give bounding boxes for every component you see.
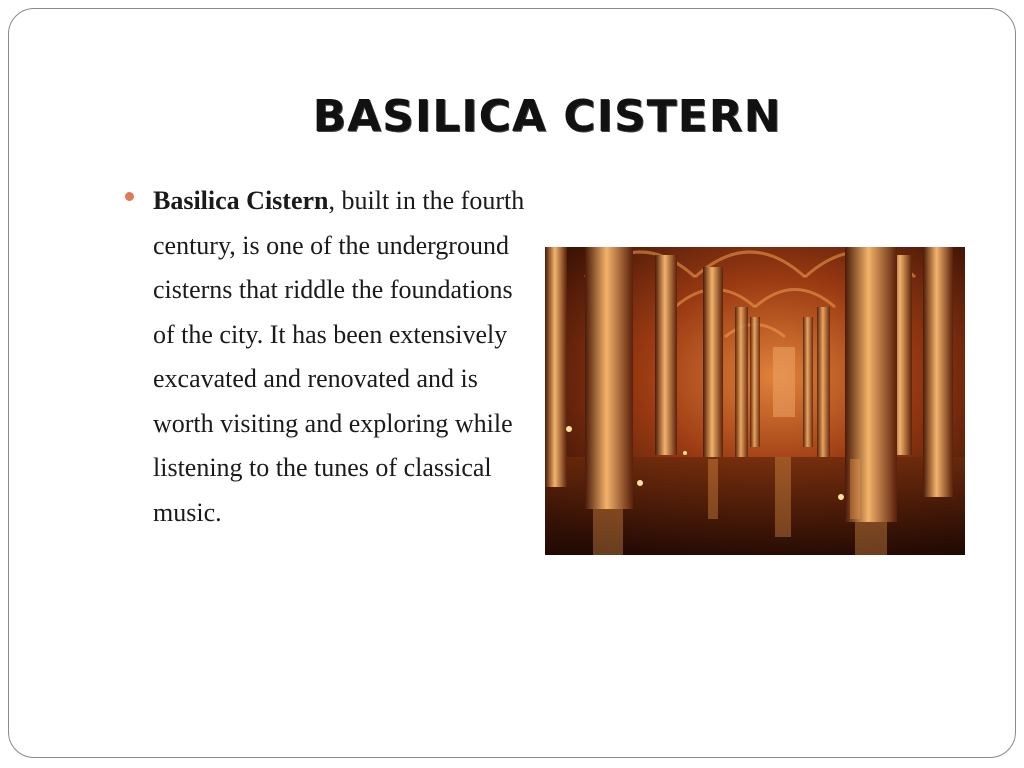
bullet-text xyxy=(153,179,525,535)
cistern-photo xyxy=(545,247,965,555)
slide-title: BASILICA CISTERN xyxy=(312,91,782,142)
bullet-body-text: , built in the fourth century, is one of the underground cisterns that riddle the foundations of the city. It has been extensively excavated and renovated and is worth visiting and exploring while listening to the tunes of classical music. xyxy=(153,186,525,527)
slide xyxy=(8,8,1016,758)
bullet-dot-icon xyxy=(125,192,134,201)
text-content xyxy=(125,179,525,535)
bullet-item xyxy=(125,179,525,535)
bullet-bold-lead: Basilica Cistern xyxy=(153,186,329,215)
cistern-columns-image xyxy=(545,247,965,555)
